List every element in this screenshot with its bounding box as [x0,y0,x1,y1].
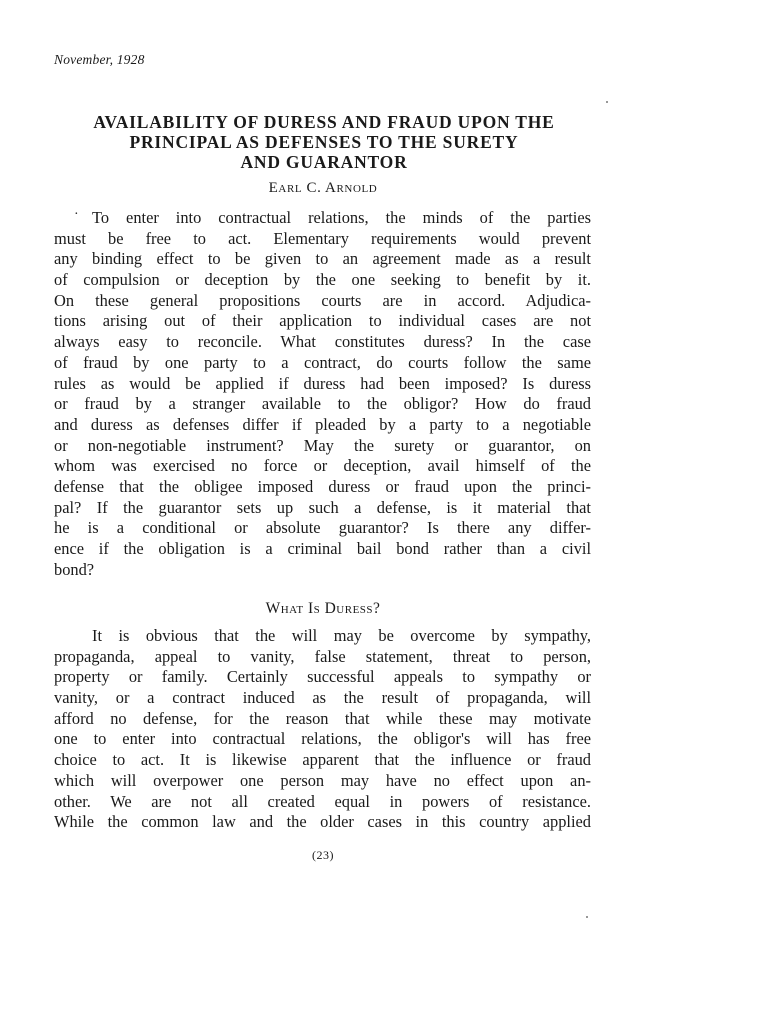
paragraph-line: of compulsion or deception by the one seeking to benefit by it. [54,270,591,290]
paragraph-line: which will overpower one person may have no effect upon an- [54,770,591,790]
paragraph-line: rules as would be applied if duress had been imposed? Is duress [54,373,591,393]
paragraph-line: he is a conditional or absolute guarantor? Is there any differ- [54,518,591,538]
title-line: PRINCIPAL AS DEFENSES TO THE SURETY [129,132,519,152]
paragraph-line: of fraud by one party to a contract, do courts follow the same [54,352,591,372]
paragraph-line: bond? [54,559,95,579]
paragraph-line: property or family. Certainly successful appeals to sympathy or [54,667,591,687]
title-line: AVAILABILITY OF DURESS AND FRAUD UPON THE [93,112,555,132]
paragraph-line: defense that the obligee imposed duress or fraud upon the princi- [54,476,591,496]
duress-paragraph [54,626,591,833]
page-number: (23) [312,848,334,862]
paragraph-line: pal? If the guarantor sets up such a defense, is it material that [54,497,591,517]
paragraph-line: whom was exercised no force or deception, avail himself of the [54,456,591,476]
paragraph-line: and duress as defenses differ if pleaded by a party to a negotiable [54,414,591,434]
paragraph-line: other. We are not all created equal in powers of resistance. [54,791,591,811]
paragraph-line: ence if the obligation is a criminal bail bond rather than a civil [54,539,591,558]
paragraph-line: tions arising out of their application to individual cases are not [54,311,591,331]
paragraph-line: On these general propositions courts are in accord. Adjudica- [54,290,591,310]
scan-speck [586,916,588,918]
issue-date: November, 1928 [54,52,145,67]
article-author: Earl C. Arnold [268,180,378,196]
paragraph-line: While the common law and the older cases in this country applied [54,812,591,832]
scan-speck [606,101,608,103]
paragraph-line: one to enter into contractual relations, the obligor's will has free [54,729,591,749]
paragraph-line: It is obvious that the will may be overcome by sympathy, [92,626,591,645]
paragraph-line-text: To enter into contractual relations, the minds of the parties [92,208,591,227]
paragraph-line: always easy to reconcile. What constitutes duress? In the case [54,332,591,352]
paragraph-line: afford no defense, for the reason that while these may motivate [54,708,591,728]
title-line: AND GUARANTOR [240,152,408,172]
paragraph-line: choice to act. It is likewise apparent that the influence or fraud [54,750,591,770]
paragraph-line: must be free to act. Elementary requirements would prevent [54,228,591,248]
paragraph-line: vanity, or a contract induced as the result of propaganda, will [54,688,591,708]
paragraph-line [54,208,591,229]
paragraph-marker: · [74,207,79,222]
paragraph-line: propaganda, appeal to vanity, false statement, threat to person, [54,646,591,666]
article-title [40,112,608,172]
paragraph-line: or non-negotiable instrument? May the surety or guarantor, on [54,435,591,455]
section-heading: What Is Duress? [265,600,381,617]
paragraph-line: any binding effect to be given to an agreement made as a result [54,249,591,269]
paragraph-line: or fraud by a stranger available to the obligor? How do fraud [54,394,591,414]
intro-paragraph [54,208,591,580]
